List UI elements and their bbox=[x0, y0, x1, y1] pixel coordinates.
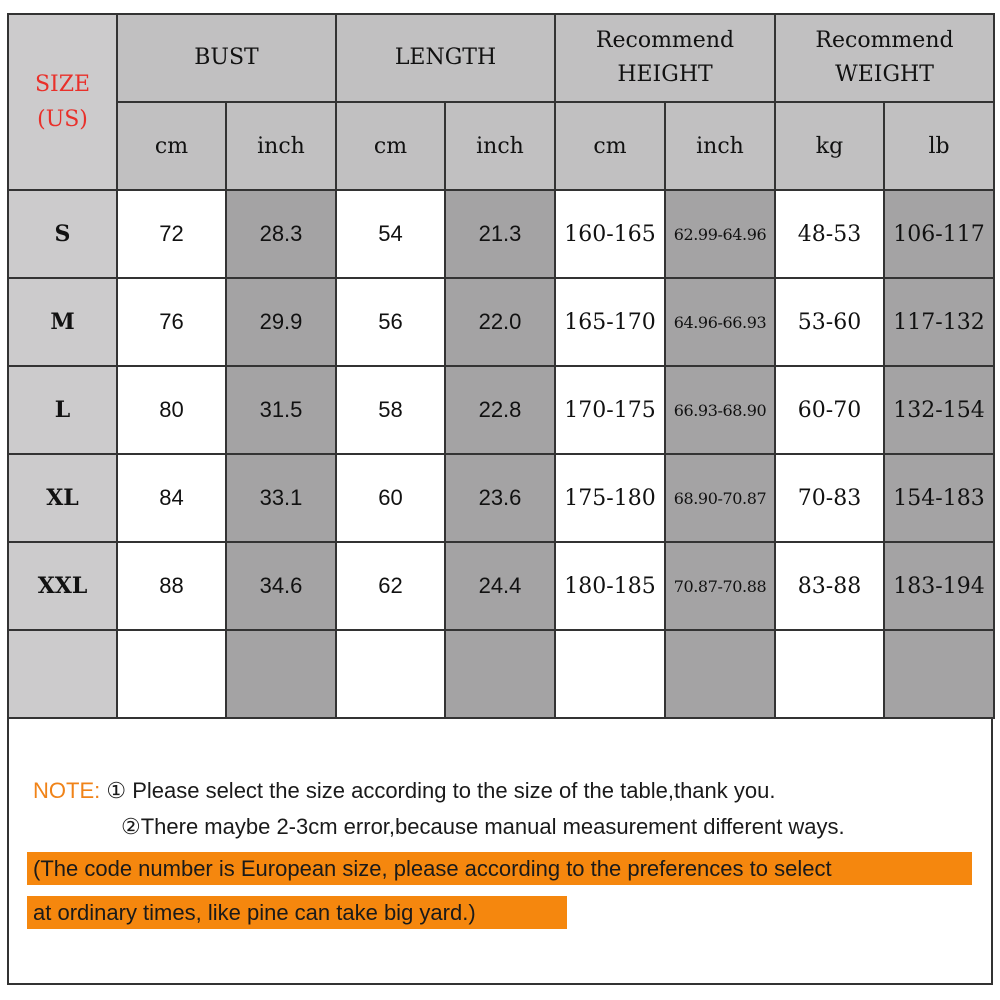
table-row bbox=[8, 190, 994, 278]
unit-header-length-cm: cm bbox=[336, 102, 445, 190]
bust-inch-cell: 33.1 bbox=[226, 454, 336, 542]
height-group-header bbox=[555, 14, 775, 102]
height-cm-cell: 160-165 bbox=[555, 190, 665, 278]
weight-lb-cell: 183-194 bbox=[884, 542, 994, 630]
size-cell: M bbox=[8, 278, 117, 366]
note-line-1 bbox=[33, 778, 775, 804]
unit-header-weight-kg: kg bbox=[775, 102, 884, 190]
length-cm-cell: 56 bbox=[336, 278, 445, 366]
weight-kg-cell: 53-60 bbox=[775, 278, 884, 366]
header-row-units bbox=[8, 102, 994, 190]
height-inch-cell: 64.96-66.93 bbox=[665, 278, 775, 366]
length-inch-cell: 22.8 bbox=[445, 366, 555, 454]
unit-header-length-inch: inch bbox=[445, 102, 555, 190]
length-inch-cell: 22.0 bbox=[445, 278, 555, 366]
length-inch-cell: 24.4 bbox=[445, 542, 555, 630]
empty-cell bbox=[117, 630, 226, 718]
weight-kg-cell: 70-83 bbox=[775, 454, 884, 542]
empty-cell bbox=[665, 630, 775, 718]
weight-group-header bbox=[775, 14, 994, 102]
size-cell: XL bbox=[8, 454, 117, 542]
size-header-line1: SIZE bbox=[34, 72, 91, 97]
weight-lb-cell: 106-117 bbox=[884, 190, 994, 278]
unit-header-bust-cm: cm bbox=[117, 102, 226, 190]
size-header-line2: (US) bbox=[37, 107, 88, 132]
bust-cm-cell: 76 bbox=[117, 278, 226, 366]
length-cm-cell: 58 bbox=[336, 366, 445, 454]
bust-inch-cell: 34.6 bbox=[226, 542, 336, 630]
bust-cm-cell: 84 bbox=[117, 454, 226, 542]
unit-header-height-cm: cm bbox=[555, 102, 665, 190]
length-group-header bbox=[336, 14, 555, 102]
height-cm-cell: 165-170 bbox=[555, 278, 665, 366]
header-row-groups bbox=[8, 14, 994, 102]
weight-lb-cell: 132-154 bbox=[884, 366, 994, 454]
empty-cell bbox=[775, 630, 884, 718]
bust-group-header bbox=[117, 14, 336, 102]
bust-inch-cell: 28.3 bbox=[226, 190, 336, 278]
size-cell: XXL bbox=[8, 542, 117, 630]
note-line-2: ②There maybe 2-3cm error,because manual measurement different ways. bbox=[121, 814, 845, 839]
bust-cm-cell: 72 bbox=[117, 190, 226, 278]
length-cm-cell: 60 bbox=[336, 454, 445, 542]
weight-kg-cell: 60-70 bbox=[775, 366, 884, 454]
height-cm-cell: 180-185 bbox=[555, 542, 665, 630]
empty-cell bbox=[8, 630, 117, 718]
table-row bbox=[8, 454, 994, 542]
empty-cell bbox=[226, 630, 336, 718]
bust-cm-cell: 88 bbox=[117, 542, 226, 630]
weight-kg-cell: 48-53 bbox=[775, 190, 884, 278]
height-inch-cell: 68.90-70.87 bbox=[665, 454, 775, 542]
height-group-line2: HEIGHT bbox=[617, 62, 713, 87]
table-row bbox=[8, 366, 994, 454]
height-inch-cell: 62.99-64.96 bbox=[665, 190, 775, 278]
size-cell: L bbox=[8, 366, 117, 454]
empty-cell bbox=[884, 630, 994, 718]
height-cm-cell: 170-175 bbox=[555, 366, 665, 454]
size-header-cell bbox=[8, 14, 117, 190]
bust-group-label: BUST bbox=[194, 45, 259, 70]
length-cm-cell: 62 bbox=[336, 542, 445, 630]
unit-header-bust-inch: inch bbox=[226, 102, 336, 190]
weight-kg-cell: 83-88 bbox=[775, 542, 884, 630]
height-inch-cell: 66.93-68.90 bbox=[665, 366, 775, 454]
bust-inch-cell: 29.9 bbox=[226, 278, 336, 366]
weight-group-line2: WEIGHT bbox=[835, 62, 934, 87]
highlight-line-1: (The code number is European size, please according to the preferences to select bbox=[27, 852, 972, 885]
length-inch-cell: 23.6 bbox=[445, 454, 555, 542]
bust-cm-cell: 80 bbox=[117, 366, 226, 454]
unit-header-height-inch: inch bbox=[665, 102, 775, 190]
unit-header-weight-lb: lb bbox=[884, 102, 994, 190]
weight-lb-cell: 154-183 bbox=[884, 454, 994, 542]
height-group-line1: Recommend bbox=[595, 28, 735, 53]
empty-cell bbox=[555, 630, 665, 718]
size-cell: S bbox=[8, 190, 117, 278]
table-row bbox=[8, 542, 994, 630]
empty-cell bbox=[336, 630, 445, 718]
length-group-label: LENGTH bbox=[394, 45, 497, 70]
table-row-empty bbox=[8, 630, 994, 718]
highlight-line-2: at ordinary times, like pine can take big yard.) bbox=[27, 896, 567, 929]
size-header-label bbox=[9, 67, 116, 137]
height-inch-cell: 70.87-70.88 bbox=[665, 542, 775, 630]
empty-cell bbox=[445, 630, 555, 718]
note-text-1: ① Please select the size according to the size of the table,thank you. bbox=[106, 778, 776, 803]
size-chart-table bbox=[7, 13, 995, 719]
length-cm-cell: 54 bbox=[336, 190, 445, 278]
table-row bbox=[8, 278, 994, 366]
weight-group-line1: Recommend bbox=[815, 28, 954, 53]
length-inch-cell: 21.3 bbox=[445, 190, 555, 278]
notes-section bbox=[7, 720, 993, 985]
weight-lb-cell: 117-132 bbox=[884, 278, 994, 366]
note-label: NOTE: bbox=[33, 778, 101, 803]
height-cm-cell: 175-180 bbox=[555, 454, 665, 542]
bust-inch-cell: 31.5 bbox=[226, 366, 336, 454]
